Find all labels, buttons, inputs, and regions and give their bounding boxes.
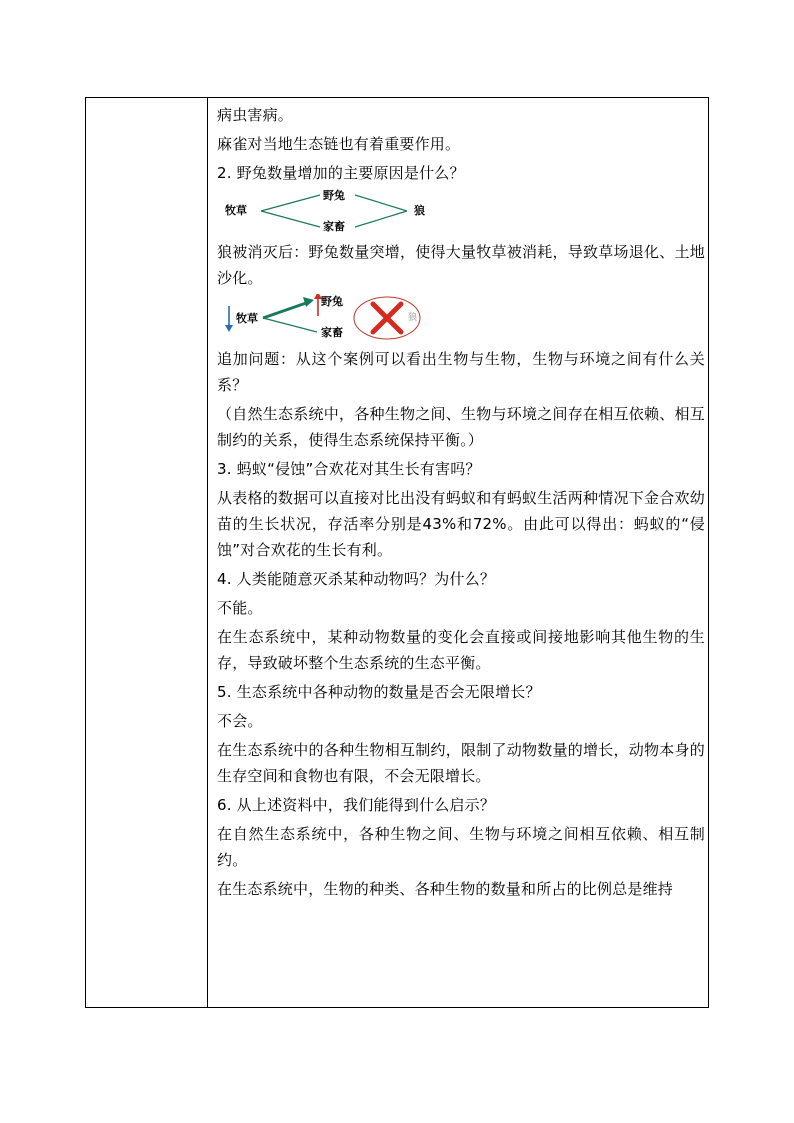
question-4: 4. 人类能随意灭杀某种动物吗？为什么？	[217, 570, 496, 588]
question-5: 5. 生态系统中各种动物的数量是否会无限增长？	[217, 683, 541, 701]
livestock-label: 家畜	[321, 326, 343, 339]
grass-rabbit-line	[261, 195, 320, 211]
wolf-removed-diagram	[217, 294, 705, 340]
grass-label: 牧草	[236, 312, 258, 325]
text-line: 病虫害病。	[217, 106, 294, 124]
livestock-wolf-line	[355, 211, 407, 227]
rabbit-wolf-line	[355, 195, 407, 211]
answer-4-short: 不能。	[217, 599, 263, 617]
answer-6-part-2: 在生态系统中，生物的种类、各种生物的数量和所占的比例总是维持	[217, 880, 674, 898]
text-paragraph: 狼被消灭后：野兔数量突增，使得大量牧草被消耗，导致草场退化、土地沙化。	[217, 243, 705, 287]
grass-livestock-line	[261, 211, 320, 227]
grass-livestock-line	[263, 318, 317, 332]
faded-wolf-label: 狼	[408, 313, 418, 323]
question-3: 3. 蚂蚁“侵蚀”合欢花对其生长有害吗？	[217, 460, 481, 478]
question-6: 6. 从上述资料中，我们能得到什么启示？	[217, 796, 496, 814]
question-2: 2. 野兔数量增加的主要原因是什么？	[217, 164, 465, 182]
wolf-label: 狼	[414, 204, 425, 217]
food-web-diagram	[217, 189, 705, 233]
grass-label: 牧草	[225, 204, 247, 217]
answer-5-long: 在生态系统中的各种生物相互制约，限制了动物数量的增长，动物本身的生存空间和食物也有限，不会无限增长。	[217, 741, 705, 785]
column-divider	[207, 98, 208, 1007]
followup-answer: （自然生态系统中，各种生物之间、生物与环境之间存在相互依赖、相互制约的关系，使得生态系统保持平衡。）	[217, 405, 705, 449]
livestock-label: 家畜	[323, 220, 345, 233]
answer-3: 从表格的数据可以直接对比出没有蚂蚁和有蚂蚁生活两种情况下金合欢幼苗的生长状况，存活率分别是43%和72%。由此可以得出：蚂蚁的“侵蚀”对合欢花的生长有利。	[217, 489, 705, 559]
answer-4-long: 在生态系统中，某种动物数量的变化会直接或间接地影响其他生物的生存，导致破坏整个生态系统的生态平衡。	[217, 628, 705, 672]
text-line: 麻雀对当地生态链也有着重要作用。	[217, 135, 461, 153]
answer-6-part-1: 在自然生态系统中，各种生物之间、生物与环境之间相互依赖、相互制约。	[217, 825, 705, 869]
grass-rabbit-thick-arrow-icon	[263, 302, 309, 318]
document-table	[85, 97, 709, 1008]
followup-question: 追加问题：从这个案例可以看出生物与生物，生物与环境之间有什么关系？	[217, 350, 705, 394]
rabbit-label: 野兔	[321, 295, 343, 308]
rabbit-label: 野兔	[323, 189, 345, 202]
answer-5-short: 不会。	[217, 712, 263, 730]
answer-cell	[217, 102, 705, 905]
